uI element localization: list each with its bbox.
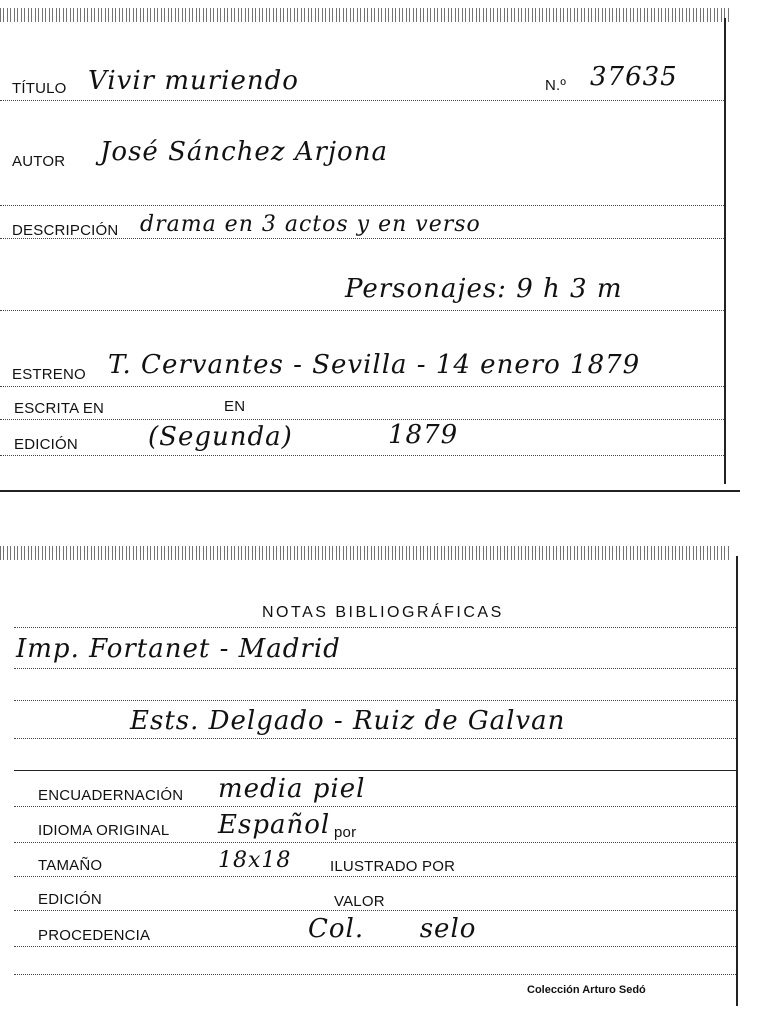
autor-value: José Sánchez Arjona bbox=[100, 137, 388, 167]
procedencia-value: Col. selo bbox=[308, 914, 477, 944]
descripcion-value: drama en 3 actos y en verso bbox=[140, 212, 481, 237]
edicion-rule bbox=[0, 455, 724, 456]
encuadernacion-value: media piel bbox=[218, 774, 366, 804]
tamano-label: TAMAÑO bbox=[38, 857, 103, 874]
titulo-rule bbox=[0, 100, 724, 101]
tamano-rule bbox=[14, 876, 736, 877]
edicion2-rule bbox=[14, 910, 736, 911]
estreno-rule bbox=[0, 386, 724, 387]
titulo-value: Vivir muriendo bbox=[88, 66, 299, 96]
nota-line-2: Ests. Delgado - Ruiz de Galvan bbox=[130, 706, 566, 736]
numero-label: N.º bbox=[545, 77, 567, 94]
edicion-value: (Segunda) bbox=[148, 422, 293, 452]
idioma-rule bbox=[14, 842, 736, 843]
tamano-value: 18x18 bbox=[218, 848, 292, 873]
procedencia-rule bbox=[14, 946, 736, 947]
bottom-rule bbox=[14, 974, 736, 975]
idioma-label: IDIOMA ORIGINAL bbox=[38, 822, 170, 839]
card-right-border bbox=[724, 18, 726, 484]
notas-rule-0 bbox=[14, 627, 736, 628]
en-label: EN bbox=[224, 398, 246, 415]
card-edge-noise bbox=[0, 8, 730, 22]
edicion-label: EDICIÓN bbox=[14, 436, 78, 453]
procedencia-label: PROCEDENCIA bbox=[38, 927, 151, 944]
encuadernacion-label: ENCUADERNACIÓN bbox=[38, 787, 184, 804]
card-bottom-border bbox=[0, 490, 740, 492]
numero-value: 37635 bbox=[590, 62, 678, 92]
catalog-card-top bbox=[0, 0, 730, 494]
descripcion-label: DESCRIPCIÓN bbox=[12, 222, 119, 239]
personajes-rule bbox=[0, 310, 724, 311]
ilustrado-label: ILUSTRADO POR bbox=[330, 858, 456, 875]
collection-credit: Colección Arturo Sedó bbox=[527, 984, 646, 996]
descripcion-rule bbox=[0, 238, 724, 239]
section-title: NOTAS BIBLIOGRÁFICAS bbox=[262, 604, 504, 621]
autor-label: AUTOR bbox=[12, 153, 66, 170]
titulo-label: TÍTULO bbox=[12, 80, 67, 97]
notas-rule-3 bbox=[14, 738, 736, 739]
notas-rule-1 bbox=[14, 668, 736, 669]
nota-line-1: Imp. Fortanet - Madrid bbox=[16, 634, 341, 664]
estreno-value: T. Cervantes - Sevilla - 14 enero 1879 bbox=[108, 350, 641, 380]
idioma-value: Español bbox=[218, 810, 331, 840]
card-right-border bbox=[736, 556, 738, 1006]
encuadernacion-rule bbox=[14, 806, 736, 807]
notas-rule-2 bbox=[14, 700, 736, 701]
escrita-label: ESCRITA EN bbox=[14, 400, 105, 417]
valor-label: VALOR bbox=[334, 893, 385, 910]
escrita-rule bbox=[0, 419, 724, 420]
card-edge-noise bbox=[0, 546, 730, 560]
edicion2-label: EDICIÓN bbox=[38, 891, 102, 908]
personajes-value: Personajes: 9 h 3 m bbox=[345, 274, 623, 304]
autor-rule bbox=[0, 205, 724, 206]
notas-rule-4 bbox=[14, 770, 736, 771]
por-label: por bbox=[334, 824, 357, 841]
estreno-label: ESTRENO bbox=[12, 366, 86, 383]
edicion-year: 1879 bbox=[388, 420, 459, 450]
